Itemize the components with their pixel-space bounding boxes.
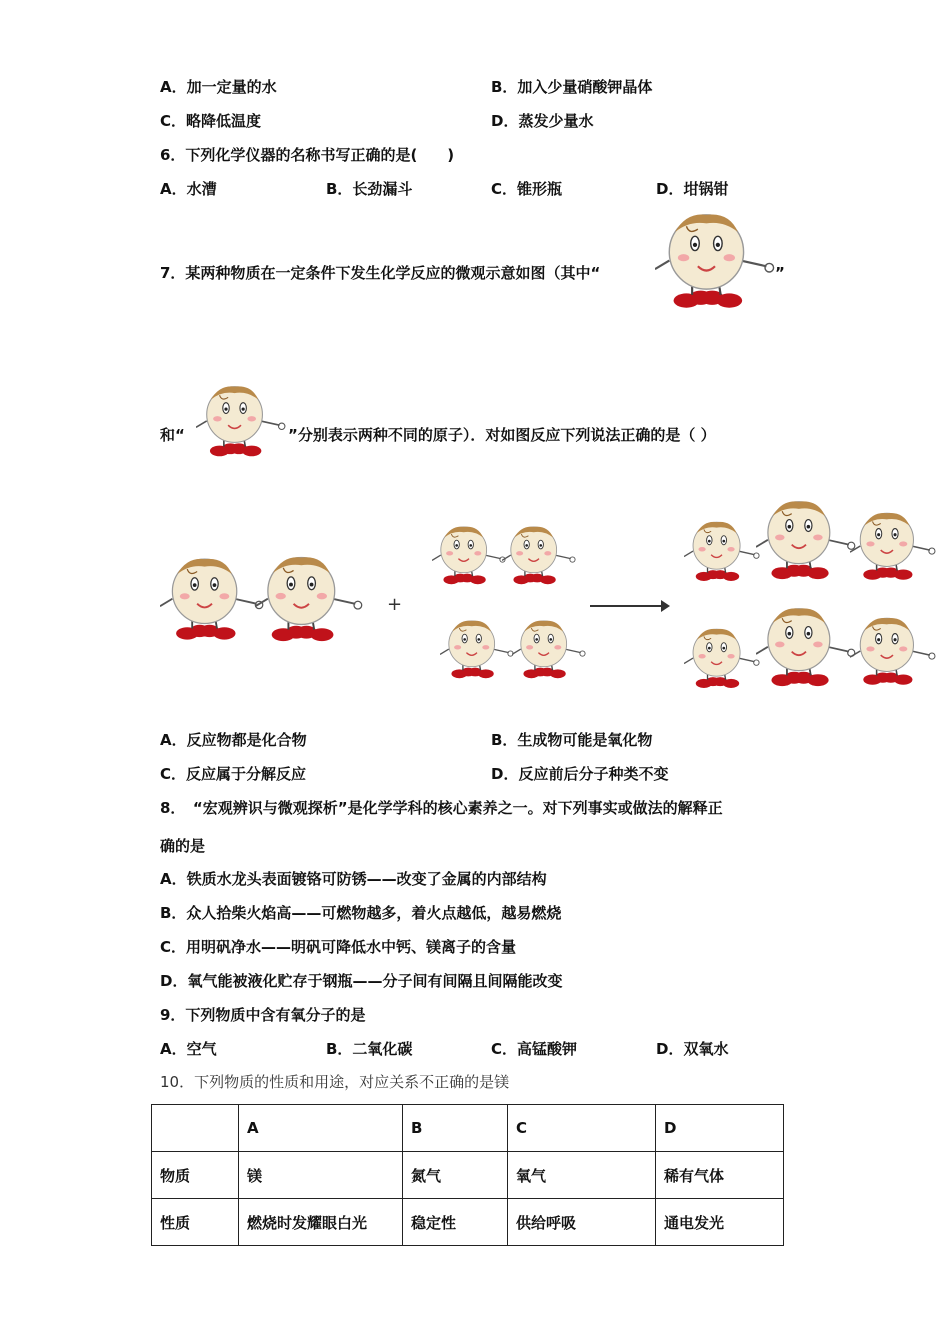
reactant-molecule-atom [432,520,506,592]
q6-option-a: A．水漕 [160,180,217,198]
reactant-molecule-atom [502,520,576,592]
table-header-row [152,1105,784,1152]
table-cell [152,1105,239,1152]
product-molecule-atom [684,622,760,696]
table-cell: 物质 [152,1152,239,1199]
q6-stem: 6．下列化学仪器的名称书写正确的是( ) [160,146,455,164]
table-cell: 燃烧时发耀眼白光 [239,1199,403,1246]
product-molecule-atom [850,612,936,692]
reaction-arrow [590,605,666,607]
q8-option-a: A．铁质水龙头表面镀铬可防锈——改变了金属的内部结构 [160,870,547,888]
atom-type-1-icon [655,212,775,312]
atom-type-2-icon [196,384,286,460]
table-cell: 性质 [152,1199,239,1246]
q5-option-c: C．略降低温度 [160,112,262,130]
q7-stem-line1-close: ” [775,264,785,282]
q10-stem: 10．下列物质的性质和用途，对应关系不正确的是镁 [160,1073,510,1091]
q5-option-d: D．蒸发少量水 [491,112,594,130]
q7-option-d: D．反应前后分子种类不变 [491,765,669,783]
reactant-molecule-atom [255,550,363,650]
q7-option-c: C．反应属于分解反应 [160,765,307,783]
product-molecule-atom [684,515,760,589]
reactant-molecule-atom [160,550,264,650]
table-cell: B [403,1105,508,1152]
q7-stem-line2: ”分别表示两种不同的原子）．对如图反应下列说法正确的是（ ） [288,426,716,444]
q6-option-c: C．锥形瓶 [491,180,563,198]
q9-option-a: A．空气 [160,1040,217,1058]
reactant-molecule-atom [440,614,514,686]
q9-option-b: B．二氧化碳 [326,1040,413,1058]
q7-stem-line2-open: 和“ [160,426,185,444]
table-cell: 镁 [239,1152,403,1199]
q8-option-b: B．众人拾柴火焰高——可燃物越多，着火点越低，越易燃烧 [160,904,562,922]
q8-option-c: C．用明矾净水——明矾可降低水中钙、镁离子的含量 [160,938,517,956]
product-molecule-atom [756,493,856,589]
q10-table [151,1104,784,1246]
q9-stem: 9．下列物质中含有氧分子的是 [160,1006,366,1024]
q9-option-c: C．高锰酸钾 [491,1040,578,1058]
table-cell: 稀有气体 [656,1152,784,1199]
table-row [152,1199,784,1246]
table-cell: 通电发光 [656,1199,784,1246]
table-cell: D [656,1105,784,1152]
product-molecule-atom [756,600,856,696]
q8-stem-line2: 确的是 [160,837,206,855]
q6-option-b: B．长劲漏斗 [326,180,413,198]
reactant-molecule-atom [512,614,586,686]
q5-option-b: B．加入少量硝酸钾晶体 [491,78,653,96]
table-cell: C [508,1105,656,1152]
plus-sign: + [387,594,403,615]
table-row [152,1152,784,1199]
q6-option-d: D．坩锅钳 [656,180,729,198]
product-molecule-atom [850,507,936,587]
table-cell: A [239,1105,403,1152]
q7-option-b: B．生成物可能是氧化物 [491,731,653,749]
table-cell: 供给呼吸 [508,1199,656,1246]
table-cell: 氧气 [508,1152,656,1199]
table-cell: 稳定性 [403,1199,508,1246]
q8-stem-line1: 8． “宏观辨识与微观探析”是化学学科的核心素养之一。对下列事实或做法的解释正 [160,799,723,817]
q7-option-a: A．反应物都是化合物 [160,731,307,749]
q5-option-a: A．加一定量的水 [160,78,277,96]
q7-stem-line1: 7．某两种物质在一定条件下发生化学反应的微观示意如图（其中“ [160,264,601,282]
q9-option-d: D．双氧水 [656,1040,729,1058]
table-cell: 氮气 [403,1152,508,1199]
q8-option-d: D．氧气能被液化贮存于钢瓶——分子间有间隔且间隔能改变 [160,972,563,990]
